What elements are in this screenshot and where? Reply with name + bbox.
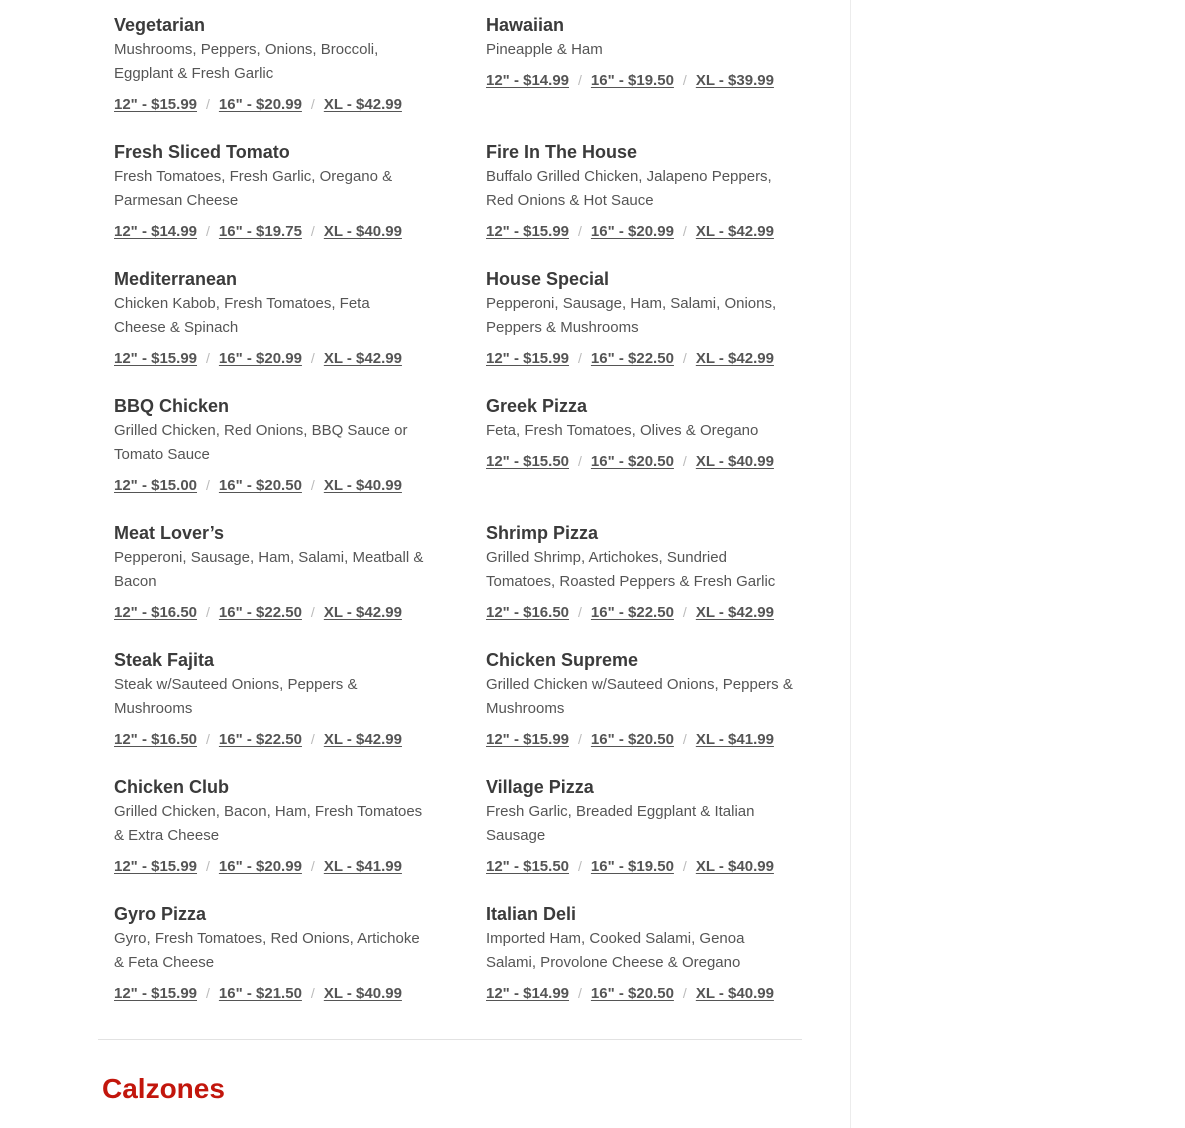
menu-item-description: Pineapple & Ham [486, 41, 603, 58]
menu-item-description: Grilled Chicken, Bacon, Ham, Fresh Tomatoes & Extra Cheese [114, 803, 423, 844]
price-link[interactable]: 12" - $15.00 [114, 477, 198, 494]
menu-item-description: Feta, Fresh Tomatoes, Olives & Oregano [486, 422, 759, 439]
menu-item [486, 775, 796, 902]
price-link[interactable]: 16" - $22.50 [218, 731, 302, 748]
price-options [486, 221, 796, 242]
price-separator: / [206, 223, 210, 239]
price-options [486, 451, 796, 472]
menu-item [486, 394, 796, 521]
price-separator: / [206, 858, 210, 874]
price-link[interactable]: 12" - $15.99 [114, 858, 198, 875]
menu-item-name: Fresh Sliced Tomato [114, 142, 290, 162]
menu-item-name: Vegetarian [114, 15, 206, 35]
price-link[interactable]: XL - $42.99 [323, 350, 402, 367]
price-separator: / [682, 604, 687, 620]
menu-item-name: Greek Pizza [486, 396, 588, 416]
price-link[interactable]: XL - $40.99 [323, 985, 402, 1002]
menu-item-description: Grilled Shrimp, Artichokes, Sundried Tomatoes, Roasted Peppers & Fresh Garlic [486, 549, 776, 590]
price-separator: / [682, 858, 687, 874]
menu-item-name: Shrimp Pizza [486, 523, 599, 543]
price-link[interactable]: 12" - $15.99 [114, 985, 198, 1002]
price-separator: / [310, 477, 315, 493]
price-link[interactable]: XL - $40.99 [695, 858, 774, 875]
price-link[interactable]: XL - $42.99 [695, 350, 774, 367]
price-options [486, 70, 796, 91]
price-options [486, 729, 796, 750]
menu-item [486, 521, 796, 648]
price-link[interactable]: 16" - $20.99 [218, 350, 302, 367]
price-link[interactable]: 12" - $15.99 [114, 96, 198, 113]
price-link[interactable]: 16" - $19.50 [590, 72, 674, 89]
price-link[interactable]: 16" - $19.75 [218, 223, 302, 240]
menu-item-description: Imported Ham, Cooked Salami, Genoa Salami, Provolone Cheese & Oregano [486, 930, 745, 971]
menu-item-name: House Special [486, 269, 610, 289]
menu-item [114, 394, 424, 521]
price-link[interactable]: 12" - $14.99 [114, 223, 198, 240]
price-separator: / [310, 223, 315, 239]
pizza-menu-grid [114, 13, 796, 1029]
price-options [114, 475, 424, 496]
price-separator: / [310, 858, 315, 874]
price-link[interactable]: XL - $40.99 [695, 985, 774, 1002]
price-link[interactable]: 16" - $22.50 [590, 604, 674, 621]
menu-item [486, 267, 796, 394]
price-separator: / [578, 72, 582, 88]
price-separator: / [310, 604, 315, 620]
price-separator: / [682, 223, 687, 239]
price-link[interactable]: 12" - $16.50 [486, 604, 570, 621]
price-options [114, 348, 424, 369]
price-options [486, 983, 796, 1004]
price-link[interactable]: 12" - $15.50 [486, 858, 570, 875]
menu-item [486, 648, 796, 775]
menu-item-name: BBQ Chicken [114, 396, 230, 416]
price-link[interactable]: 12" - $15.99 [114, 350, 198, 367]
price-separator: / [206, 731, 210, 747]
menu-item-name: Hawaiian [486, 15, 565, 35]
menu-item-description: Chicken Kabob, Fresh Tomatoes, Feta Cheese & Spinach [114, 295, 370, 336]
price-link[interactable]: 12" - $14.99 [486, 72, 570, 89]
price-link[interactable]: XL - $42.99 [323, 96, 402, 113]
price-separator: / [310, 731, 315, 747]
price-link[interactable]: 12" - $16.50 [114, 731, 198, 748]
menu-item-description: Grilled Chicken w/Sauteed Onions, Peppers & Mushrooms [486, 676, 793, 717]
menu-item-name: Chicken Club [114, 777, 230, 797]
price-separator: / [578, 985, 582, 1001]
price-link[interactable]: 16" - $20.99 [218, 858, 302, 875]
price-separator: / [682, 731, 687, 747]
price-options [114, 94, 424, 115]
price-options [114, 602, 424, 623]
price-link[interactable]: 12" - $15.99 [486, 731, 570, 748]
menu-item-description: Mushrooms, Peppers, Onions, Broccoli, Eggplant & Fresh Garlic [114, 41, 379, 82]
price-options [486, 348, 796, 369]
price-link[interactable]: XL - $39.99 [695, 72, 774, 89]
section-heading-calzones: Calzones [102, 1073, 225, 1104]
price-options [114, 221, 424, 242]
menu-item [114, 267, 424, 394]
menu-item [114, 648, 424, 775]
price-link[interactable]: 12" - $14.99 [486, 985, 570, 1002]
price-separator: / [682, 453, 687, 469]
price-options [114, 729, 424, 750]
menu-item-name: Steak Fajita [114, 650, 215, 670]
menu-item-name: Mediterranean [114, 269, 238, 289]
price-options [114, 856, 424, 877]
price-options [486, 856, 796, 877]
menu-item-name: Fire In The House [486, 142, 638, 162]
price-separator: / [682, 72, 687, 88]
menu-item-description: Steak w/Sauteed Onions, Peppers & Mushrooms [114, 676, 358, 717]
menu-item [486, 13, 796, 140]
menu-item [114, 140, 424, 267]
menu-item [114, 775, 424, 902]
price-options [114, 983, 424, 1004]
price-separator: / [578, 604, 582, 620]
price-separator: / [578, 350, 582, 366]
menu-item-description: Pepperoni, Sausage, Ham, Salami, Onions, Peppers & Mushrooms [486, 295, 777, 336]
price-link[interactable]: 12" - $16.50 [114, 604, 198, 621]
menu-item-name: Meat Lover’s [114, 523, 225, 543]
price-link[interactable]: 16" - $20.99 [590, 223, 674, 240]
menu-item-name: Italian Deli [486, 904, 577, 924]
price-link[interactable]: 16" - $22.50 [218, 604, 302, 621]
price-link[interactable]: XL - $41.99 [695, 731, 774, 748]
menu-item-description: Pepperoni, Sausage, Ham, Salami, Meatball & Bacon [114, 549, 424, 590]
price-separator: / [206, 477, 210, 493]
price-separator: / [206, 604, 210, 620]
price-link[interactable]: XL - $42.99 [323, 731, 402, 748]
price-link[interactable]: 16" - $20.50 [218, 477, 302, 494]
price-link[interactable]: XL - $42.99 [323, 604, 402, 621]
price-link[interactable]: 12" - $15.50 [486, 453, 570, 470]
menu-item-description: Grilled Chicken, Red Onions, BBQ Sauce or Tomato Sauce [114, 422, 408, 463]
menu-item-description: Fresh Garlic, Breaded Eggplant & Italian Sausage [486, 803, 755, 844]
price-link[interactable]: 12" - $15.99 [486, 350, 570, 367]
menu-item [114, 521, 424, 648]
menu-item-name: Gyro Pizza [114, 904, 207, 924]
section-divider [98, 1039, 802, 1040]
price-link[interactable]: 16" - $21.50 [218, 985, 302, 1002]
price-separator: / [682, 350, 687, 366]
menu-item [114, 902, 424, 1029]
price-separator: / [206, 350, 210, 366]
price-separator: / [578, 858, 582, 874]
menu-item-name: Chicken Supreme [486, 650, 639, 670]
price-link[interactable]: 12" - $15.99 [486, 223, 570, 240]
price-separator: / [206, 96, 210, 112]
price-link[interactable]: 16" - $20.50 [590, 453, 674, 470]
menu-item [486, 140, 796, 267]
price-link[interactable]: 16" - $19.50 [590, 858, 674, 875]
price-separator: / [578, 731, 582, 747]
price-link[interactable]: 16" - $20.99 [218, 96, 302, 113]
price-link[interactable]: XL - $42.99 [695, 604, 774, 621]
price-options [486, 602, 796, 623]
price-link[interactable]: XL - $40.99 [323, 477, 402, 494]
price-separator: / [578, 223, 582, 239]
price-link[interactable]: 16" - $22.50 [590, 350, 674, 367]
sidebar-divider [850, 0, 851, 1128]
menu-item-description: Gyro, Fresh Tomatoes, Red Onions, Artichoke & Feta Cheese [114, 930, 420, 971]
price-link[interactable]: XL - $41.99 [323, 858, 402, 875]
menu-item-description: Fresh Tomatoes, Fresh Garlic, Oregano & Parmesan Cheese [114, 168, 393, 209]
menu-item-description: Buffalo Grilled Chicken, Jalapeno Peppers, Red Onions & Hot Sauce [486, 168, 772, 209]
price-link[interactable]: 16" - $20.50 [590, 731, 674, 748]
price-separator: / [310, 350, 315, 366]
menu-item [114, 13, 424, 140]
price-separator: / [206, 985, 210, 1001]
price-link[interactable]: XL - $42.99 [695, 223, 774, 240]
menu-item-name: Village Pizza [486, 777, 594, 797]
price-link[interactable]: XL - $40.99 [695, 453, 774, 470]
price-separator: / [682, 985, 687, 1001]
price-separator: / [578, 453, 582, 469]
price-link[interactable]: 16" - $20.50 [590, 985, 674, 1002]
price-separator: / [310, 96, 315, 112]
price-separator: / [310, 985, 315, 1001]
menu-item [486, 902, 796, 1029]
price-link[interactable]: XL - $40.99 [323, 223, 402, 240]
